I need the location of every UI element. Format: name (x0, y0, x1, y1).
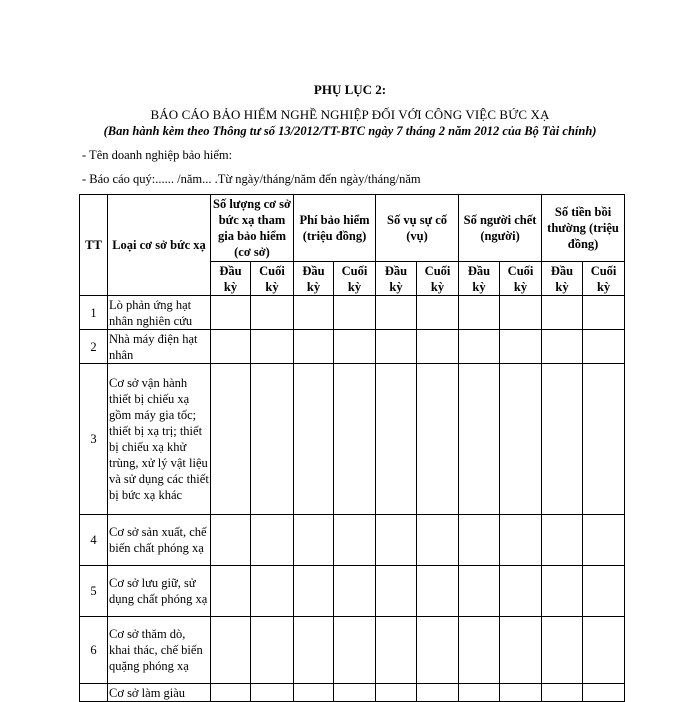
sub-header-end: Cuối kỳ (251, 262, 294, 296)
value-cell (542, 617, 583, 684)
value-cell (459, 515, 500, 566)
value-cell (334, 684, 376, 702)
value-cell (334, 364, 376, 515)
value-cell (459, 296, 500, 330)
value-cell (459, 364, 500, 515)
value-cell (583, 515, 625, 566)
value-cell (417, 617, 459, 684)
value-cell (376, 330, 417, 364)
value-cell (334, 566, 376, 617)
report-table (79, 194, 625, 702)
value-cell (417, 296, 459, 330)
value-cell (294, 364, 334, 515)
value-cell (251, 684, 294, 702)
facility-type: Cơ sở sản xuất, chế biến chất phóng xạ (108, 515, 211, 566)
column-header-tt: TT (80, 195, 108, 296)
value-cell (211, 617, 251, 684)
value-cell (294, 330, 334, 364)
value-cell (294, 617, 334, 684)
row-number: 3 (80, 364, 108, 515)
row-number: 1 (80, 296, 108, 330)
table-row (80, 296, 625, 330)
value-cell (417, 684, 459, 702)
value-cell (334, 330, 376, 364)
value-cell (459, 566, 500, 617)
value-cell (542, 515, 583, 566)
value-cell (500, 684, 542, 702)
row-number: 4 (80, 515, 108, 566)
value-cell (583, 296, 625, 330)
facility-type: Cơ sở vận hành thiết bị chiếu xạ gồm máy gia tốc; thiết bị xạ trị; thiết bị chiếu xạ khử trùng, xử lý vật liệu và sử dụng các thiết bị bức xạ khác (108, 364, 211, 515)
value-cell (334, 296, 376, 330)
value-cell (500, 617, 542, 684)
value-cell (583, 617, 625, 684)
table-body (80, 296, 625, 702)
column-header-type: Loại cơ sở bức xạ (108, 195, 211, 296)
table-row (80, 617, 625, 684)
row-number: 6 (80, 617, 108, 684)
facility-type: Lò phản ứng hạt nhân nghiên cứu (108, 296, 211, 330)
value-cell (417, 330, 459, 364)
value-cell (500, 330, 542, 364)
row-number: 5 (80, 566, 108, 617)
value-cell (417, 515, 459, 566)
value-cell (251, 296, 294, 330)
value-cell (251, 617, 294, 684)
value-cell (294, 515, 334, 566)
value-cell (211, 296, 251, 330)
value-cell (417, 566, 459, 617)
sub-header-end: Cuối kỳ (583, 262, 625, 296)
value-cell (294, 296, 334, 330)
facility-type: Nhà máy điện hạt nhân (108, 330, 211, 364)
row-number (80, 684, 108, 702)
value-cell (376, 364, 417, 515)
value-cell (211, 330, 251, 364)
value-cell (542, 364, 583, 515)
value-cell (542, 296, 583, 330)
value-cell (211, 684, 251, 702)
value-cell (583, 684, 625, 702)
value-cell (334, 617, 376, 684)
report-period-field: - Báo cáo quý:...... /năm... .Từ ngày/tháng/năm đến ngày/tháng/năm (82, 172, 421, 186)
sub-header-end: Cuối kỳ (417, 262, 459, 296)
value-cell (211, 566, 251, 617)
facility-type: Cơ sở lưu giữ, sử dụng chất phóng xạ (108, 566, 211, 617)
sub-header-start: Đầu kỳ (376, 262, 417, 296)
value-cell (376, 684, 417, 702)
table-row (80, 684, 625, 702)
value-cell (459, 617, 500, 684)
value-cell (500, 364, 542, 515)
group-header-incidents: Số vụ sự cố (vụ) (376, 195, 459, 262)
value-cell (294, 566, 334, 617)
sub-header-start: Đầu kỳ (542, 262, 583, 296)
value-cell (376, 296, 417, 330)
value-cell (542, 330, 583, 364)
table-row (80, 566, 625, 617)
group-header-deaths: Số người chết (người) (459, 195, 542, 262)
sub-header-start: Đầu kỳ (211, 262, 251, 296)
value-cell (376, 566, 417, 617)
value-cell (211, 364, 251, 515)
group-header-premium: Phí bảo hiểm (triệu đồng) (294, 195, 376, 262)
value-cell (583, 364, 625, 515)
value-cell (583, 566, 625, 617)
value-cell (500, 515, 542, 566)
sub-header-start: Đầu kỳ (459, 262, 500, 296)
facility-type: Cơ sở thăm dò, khai thác, chế biến quặng phóng xạ (108, 617, 211, 684)
value-cell (542, 684, 583, 702)
report-title: BÁO CÁO BẢO HIỂM NGHỀ NGHIỆP ĐỐI VỚI CÔNG VIỆC BỨC XẠ (150, 107, 550, 122)
value-cell (251, 566, 294, 617)
value-cell (334, 515, 376, 566)
value-cell (583, 330, 625, 364)
sub-header-end: Cuối kỳ (334, 262, 376, 296)
sub-header-end: Cuối kỳ (500, 262, 542, 296)
table-row (80, 330, 625, 364)
table-row (80, 364, 625, 515)
value-cell (459, 330, 500, 364)
value-cell (417, 364, 459, 515)
value-cell (251, 330, 294, 364)
group-header-facilities: Số lượng cơ sở bức xạ tham gia bảo hiểm (cơ sở) (211, 195, 294, 262)
table-row (80, 515, 625, 566)
value-cell (542, 566, 583, 617)
sub-header-start: Đầu kỳ (294, 262, 334, 296)
row-number: 2 (80, 330, 108, 364)
report-subtitle: (Ban hành kèm theo Thông tư số 13/2012/TT-BTC ngày 7 tháng 2 năm 2012 của Bộ Tài chính) (103, 124, 597, 138)
value-cell (376, 515, 417, 566)
value-cell (294, 684, 334, 702)
appendix-label: PHỤ LỤC 2: (313, 82, 387, 97)
insurer-name-field: - Tên doanh nghiệp bảo hiểm: (82, 148, 233, 162)
value-cell (376, 617, 417, 684)
value-cell (211, 515, 251, 566)
facility-type: Cơ sở làm giàu (108, 684, 211, 702)
value-cell (251, 364, 294, 515)
value-cell (251, 515, 294, 566)
group-header-compensation: Số tiền bồi thường (triệu đồng) (542, 195, 625, 262)
value-cell (500, 296, 542, 330)
value-cell (500, 566, 542, 617)
value-cell (459, 684, 500, 702)
